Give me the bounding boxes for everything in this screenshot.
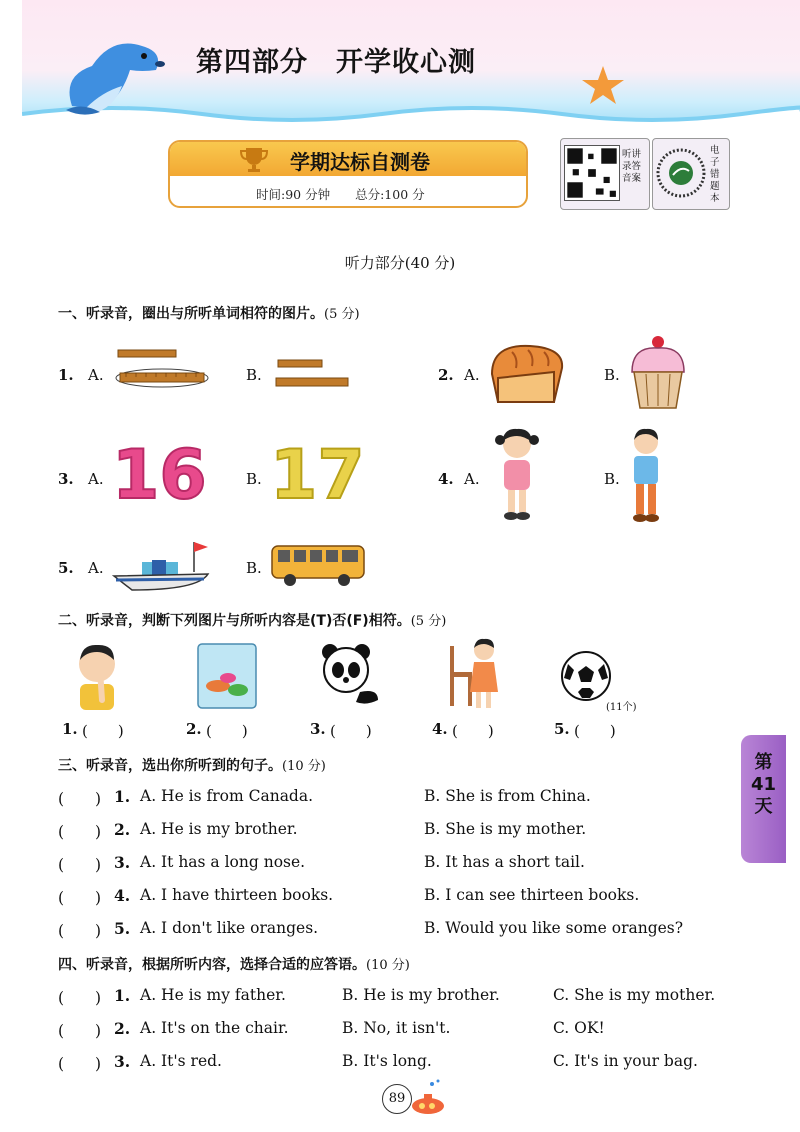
s3-row5-paren[interactable]: ( )	[58, 922, 102, 940]
trophy-icon	[238, 146, 270, 174]
s2-q3-blank[interactable]: ( )	[330, 722, 372, 740]
s3-row2-option-a: A. He is my brother.	[140, 820, 298, 838]
qr-left-label: 听讲 录答 音案	[622, 149, 642, 184]
panda-icon[interactable]	[316, 642, 382, 706]
ball-count-note: (11个)	[606, 702, 637, 713]
s4-row1-option-c: C. She is my mother.	[553, 986, 716, 1004]
q4-number: 4.	[438, 470, 454, 488]
part-title: 第四部分 开学收心测	[196, 47, 476, 78]
s4-row3-option-c: C. It's in your bag.	[553, 1052, 698, 1070]
s3-row1-option-a: A. He is from Canada.	[140, 787, 314, 805]
section2-title: 二、听录音，判断下列图片与所听内容是(T)否(F)相符。(5 分)	[58, 613, 447, 629]
mini-program-code-icon[interactable]	[656, 145, 706, 201]
s2-q5-number: 5.	[554, 720, 570, 738]
s3-row2-option-b: B. She is my mother.	[424, 820, 587, 838]
s4-row2-option-a: A. It's on the chair.	[140, 1019, 289, 1037]
q5-number: 5.	[58, 559, 74, 577]
s4-row2-paren[interactable]: ( )	[58, 1022, 102, 1040]
short-rulers-icon[interactable]	[272, 356, 352, 392]
q1-number: 1.	[58, 366, 74, 384]
q3-option-b-label: B.	[246, 470, 262, 488]
s3-row3-paren[interactable]: ( )	[58, 856, 102, 874]
s4-row2-option-b: B. No, it isn't.	[342, 1019, 451, 1037]
s2-q4-number: 4.	[432, 720, 448, 738]
s3-row3-option-b: B. It has a short tail.	[424, 853, 585, 871]
candy-bag-icon[interactable]	[192, 640, 262, 712]
rulers-pair-icon[interactable]	[114, 348, 210, 390]
time-score-info: 时间:90 分钟 总分:100 分	[256, 187, 425, 202]
s3-row5-option-a: A. I don't like oranges.	[140, 919, 319, 937]
s4-row3-option-b: B. It's long.	[342, 1052, 432, 1070]
boy-icon[interactable]	[626, 426, 666, 524]
cupcake-icon[interactable]	[626, 332, 690, 412]
submarine-icon	[410, 1078, 446, 1118]
bread-icon[interactable]	[488, 338, 568, 408]
s3-row1-num: 1.	[114, 787, 131, 806]
boat-icon[interactable]	[112, 538, 212, 594]
s3-row3-option-a: A. It has a long nose.	[140, 853, 306, 871]
s3-row4-option-b: B. I can see thirteen books.	[424, 886, 640, 904]
qr-code-icon[interactable]	[564, 145, 620, 201]
s4-row3-num: 3.	[114, 1052, 131, 1071]
seal-mascot-icon	[52, 26, 172, 118]
s2-q3-number: 3.	[310, 720, 326, 738]
s3-row2-paren[interactable]: ( )	[58, 823, 102, 841]
s4-row3-paren[interactable]: ( )	[58, 1055, 102, 1073]
girl-at-chair-icon[interactable]	[444, 636, 504, 712]
q1-option-a-label: A.	[88, 366, 104, 384]
section4-title: 四、听录音，根据所听内容，选择合适的应答语。(10 分)	[58, 957, 410, 973]
s4-row2-num: 2.	[114, 1019, 131, 1038]
q2-option-a-label: A.	[464, 366, 480, 384]
s2-q5-blank[interactable]: ( )	[574, 722, 616, 740]
q4-option-a-label: A.	[464, 470, 480, 488]
s4-row2-option-c: C. OK!	[553, 1019, 605, 1037]
q5-option-b-label: B.	[246, 559, 262, 577]
q2-option-b-label: B.	[604, 366, 620, 384]
q3-number: 3.	[58, 470, 74, 488]
q1-option-b-label: B.	[246, 366, 262, 384]
s4-row1-paren[interactable]: ( )	[58, 989, 102, 1007]
qr-right-label: 电子 错题 本	[710, 145, 720, 204]
girl-icon[interactable]	[490, 426, 544, 524]
s3-row1-option-b: B. She is from China.	[424, 787, 591, 805]
page-number: 89	[382, 1084, 412, 1114]
number-17-icon[interactable]: 17	[270, 436, 365, 515]
s4-row1-num: 1.	[114, 986, 131, 1005]
listening-part-title: 听力部分(40 分)	[344, 254, 456, 272]
q4-option-b-label: B.	[604, 470, 620, 488]
s3-row5-option-b: B. Would you like some oranges?	[424, 919, 684, 937]
s4-row1-option-a: A. He is my father.	[140, 986, 286, 1004]
day-side-label: 第 41 天	[750, 752, 777, 817]
number-16-icon[interactable]: 16	[112, 436, 207, 515]
s2-q1-number: 1.	[62, 720, 78, 738]
starfish-icon	[580, 64, 626, 106]
s3-row1-paren[interactable]: ( )	[58, 790, 102, 808]
s4-row3-option-a: A. It's red.	[140, 1052, 222, 1070]
q3-option-a-label: A.	[88, 470, 104, 488]
test-title: 学期达标自测卷	[290, 150, 430, 174]
s2-q4-blank[interactable]: ( )	[452, 722, 494, 740]
s2-q2-blank[interactable]: ( )	[206, 722, 248, 740]
section3-title: 三、听录音，选出你所听到的句子。(10 分)	[58, 758, 326, 774]
s3-row5-num: 5.	[114, 919, 131, 938]
section1-title: 一、听录音，圈出与所听单词相符的图片。(5 分)	[58, 306, 360, 322]
s3-row4-option-a: A. I have thirteen books.	[140, 886, 334, 904]
s3-row3-num: 3.	[114, 853, 131, 872]
q5-option-a-label: A.	[88, 559, 104, 577]
boy-touching-nose-icon[interactable]	[72, 640, 122, 712]
s3-row4-num: 4.	[114, 886, 131, 905]
q2-number: 2.	[438, 366, 454, 384]
soccer-ball-icon[interactable]	[560, 650, 612, 702]
s4-row1-option-b: B. He is my brother.	[342, 986, 500, 1004]
s3-row4-paren[interactable]: ( )	[58, 889, 102, 907]
bus-icon[interactable]	[270, 542, 368, 588]
s2-q2-number: 2.	[186, 720, 202, 738]
s3-row2-num: 2.	[114, 820, 131, 839]
s2-q1-blank[interactable]: ( )	[82, 722, 124, 740]
